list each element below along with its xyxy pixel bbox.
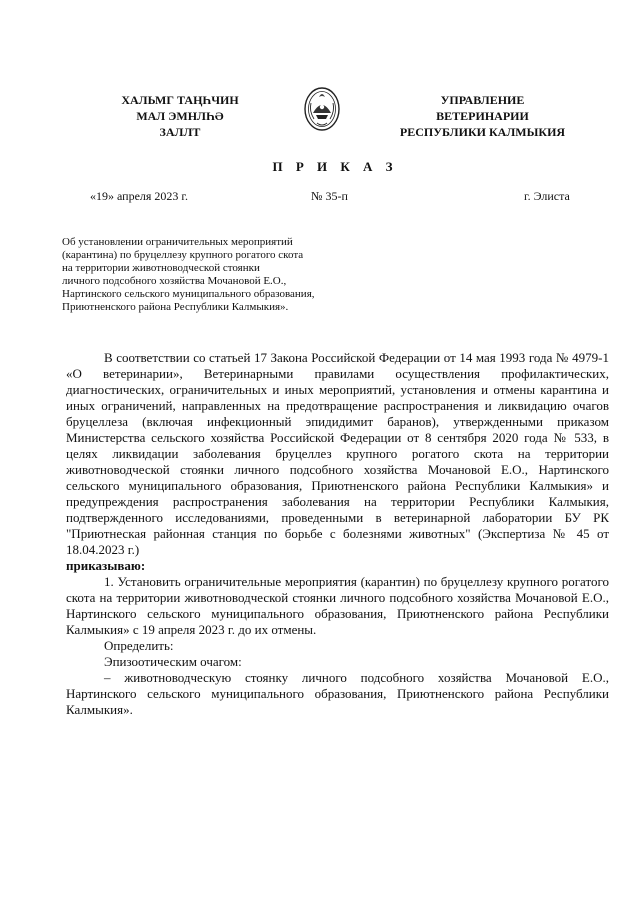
- order-date: «19» апреля 2023 г.: [90, 189, 188, 203]
- header-right-line: ВЕТЕРИНАРИИ: [436, 109, 529, 123]
- order-body: [66, 350, 609, 718]
- order-subject: [62, 236, 382, 314]
- order-number: № 35-п: [311, 189, 348, 203]
- order-title: П Р И К А З: [272, 159, 398, 174]
- subject-line: Об установлении ограничительных мероприятий: [62, 236, 293, 248]
- subject-line: личного подсобного хозяйства Мочановой Е.О.,: [62, 275, 287, 287]
- order-city: г. Элиста: [524, 189, 570, 203]
- header-left-line: МАЛ ЭМНЛҺӘ: [136, 109, 224, 123]
- epizootic-focus-item: – животноводческую стоянку личного подсобного хозяйства Мочановой Е.О., Нартинского сельского муниципального образования, Приютненского района Республики Калмыкия».: [66, 670, 609, 717]
- header-right-line: УПРАВЛЕНИЕ: [440, 93, 525, 107]
- subject-line: (карантина) по бруцеллезу крупного рогатого скота: [62, 249, 304, 261]
- subject-line: на территории животноводческой стоянки: [62, 262, 260, 274]
- define-label: Определить:: [104, 638, 174, 653]
- preamble-paragraph: В соответствии со статьей 17 Закона Российской Федерации от 14 мая 1993 года № 4979-1 «О ветеринарии», Ветеринарными правилами осуществления профилактических, диагностических, ограничительных и иных мероприятий, установления и отмены карантина и иных ограничений, направленных на предотвращение распространения и ликвидацию очагов бруцеллеза (включая инфекционный эпидидимит баранов), утвержденными приказом Министерства сельского хозяйства Российской Федерации от 8 сентября 2020 года № 533, в целях ликвидации заболевания бруцеллез крупного рогатого скота на территории животноводческой стоянки личного подсобного хозяйства Мочановой Е.О., Нартинского сельского муниципального образования, Приютненского района Республики Калмыкия» и предупреждения распространения заболевания на территории Республики Калмыкия, подтвержденного исследованиями, проведенными в ветеринарной лаборатории БУ РК "Приютнеская районная станция по борьбе с болезнями животных" (Экспертиза № 45 от 18.04.2023 г.): [66, 350, 609, 557]
- order-word: приказываю:: [66, 558, 146, 573]
- header-left-line: ЗАЛЛТ: [159, 125, 201, 139]
- subject-line: Нартинского сельского муниципального образования,: [62, 288, 315, 300]
- subject-line: Приютненского района Республики Калмыкия».: [62, 301, 289, 313]
- coat-of-arms-kalmykia-icon: [302, 83, 342, 133]
- header-left-org: [105, 92, 255, 140]
- item-1-paragraph: 1. Установить ограничительные мероприятия (карантин) по бруцеллезу крупного рогатого скота на территории животноводческой стоянки личного подсобного хозяйства Мочановой Е.О., Нартинского сельского муниципального образования, Приютненского района Республики Калмыкия» с 19 апреля 2023 г. до их отмены.: [66, 574, 609, 637]
- header-right-org: [395, 92, 570, 140]
- header-left-line: ХАЛЬМГ ТАҢҺЧИН: [121, 93, 239, 107]
- epizootic-focus-label: Эпизоотическим очагом:: [104, 654, 242, 669]
- header-right-line: РЕСПУБЛИКИ КАЛМЫКИЯ: [399, 125, 566, 139]
